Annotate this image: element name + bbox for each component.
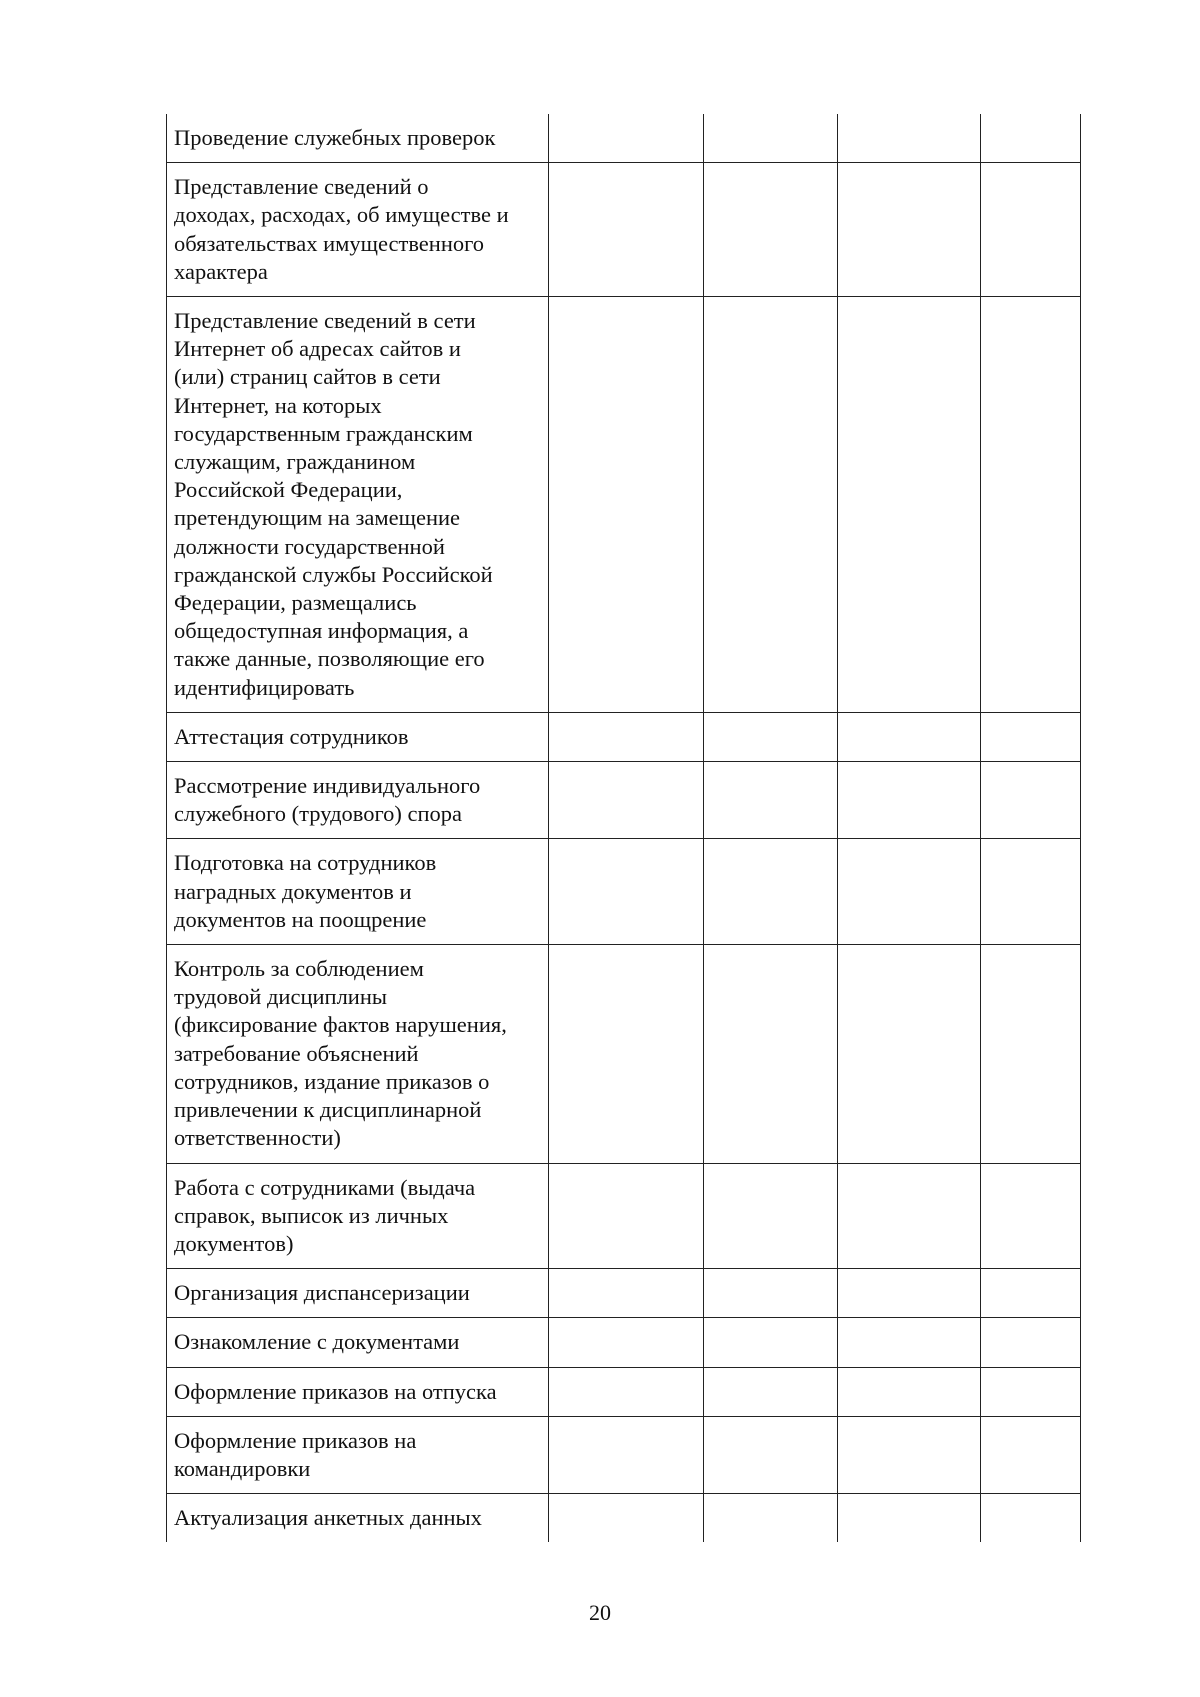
- empty-cell: [549, 762, 704, 839]
- table-row: [167, 1416, 1081, 1493]
- row-label: Актуализация анкетных данных: [167, 1494, 549, 1543]
- empty-cell: [549, 1367, 704, 1416]
- empty-cell: [981, 762, 1081, 839]
- table-row: [167, 1367, 1081, 1416]
- row-label: Представление сведений в сети Интернет об адресах сайтов и (или) страниц сайтов в сети Интернет, на которых государственным гражданским служащим, гражданином Российской Федерации, претендующим на замещение должности государственной гражданской службы Российской Федерации, размещались общедоступная информация, а также данные, позволяющие его идентифицировать: [167, 297, 549, 713]
- empty-cell: [838, 114, 981, 163]
- empty-cell: [981, 297, 1081, 713]
- empty-cell: [838, 1163, 981, 1269]
- table-row: [167, 712, 1081, 761]
- empty-cell: [838, 1367, 981, 1416]
- activities-table: [166, 114, 1081, 1542]
- table-row: [167, 163, 1081, 297]
- table-row: [167, 1163, 1081, 1269]
- empty-cell: [704, 1494, 838, 1543]
- empty-cell: [838, 1318, 981, 1367]
- empty-cell: [549, 1494, 704, 1543]
- empty-cell: [838, 712, 981, 761]
- empty-cell: [549, 163, 704, 297]
- row-label: Контроль за соблюдением трудовой дисциплины (фиксирование фактов нарушения, затребование объяснений сотрудников, издание приказов о привлечении к дисциплинарной ответственности): [167, 945, 549, 1163]
- empty-cell: [704, 1367, 838, 1416]
- empty-cell: [981, 1269, 1081, 1318]
- row-label: Организация диспансеризации: [167, 1269, 549, 1318]
- empty-cell: [549, 712, 704, 761]
- empty-cell: [981, 1416, 1081, 1493]
- empty-cell: [981, 1163, 1081, 1269]
- empty-cell: [838, 163, 981, 297]
- empty-cell: [838, 945, 981, 1163]
- empty-cell: [838, 839, 981, 945]
- empty-cell: [981, 1318, 1081, 1367]
- empty-cell: [838, 762, 981, 839]
- empty-cell: [704, 163, 838, 297]
- empty-cell: [838, 1416, 981, 1493]
- empty-cell: [549, 1163, 704, 1269]
- table-row: [167, 1494, 1081, 1543]
- empty-cell: [549, 1416, 704, 1493]
- row-label: Подготовка на сотрудников наградных документов и документов на поощрение: [167, 839, 549, 945]
- empty-cell: [981, 945, 1081, 1163]
- empty-cell: [704, 297, 838, 713]
- empty-cell: [981, 712, 1081, 761]
- table-row: [167, 762, 1081, 839]
- table-row: [167, 1269, 1081, 1318]
- row-label: Оформление приказов на отпуска: [167, 1367, 549, 1416]
- row-label: Проведение служебных проверок: [167, 114, 549, 163]
- row-label: Представление сведений о доходах, расходах, об имуществе и обязательствах имущественного характера: [167, 163, 549, 297]
- empty-cell: [838, 1494, 981, 1543]
- empty-cell: [704, 1416, 838, 1493]
- empty-cell: [549, 839, 704, 945]
- empty-cell: [704, 712, 838, 761]
- empty-cell: [981, 163, 1081, 297]
- empty-cell: [838, 1269, 981, 1318]
- empty-cell: [549, 1269, 704, 1318]
- empty-cell: [549, 114, 704, 163]
- empty-cell: [549, 297, 704, 713]
- table-row: [167, 114, 1081, 163]
- empty-cell: [981, 114, 1081, 163]
- empty-cell: [549, 1318, 704, 1367]
- empty-cell: [838, 297, 981, 713]
- table-row: [167, 945, 1081, 1163]
- row-label: Оформление приказов на командировки: [167, 1416, 549, 1493]
- row-label: Ознакомление с документами: [167, 1318, 549, 1367]
- empty-cell: [549, 945, 704, 1163]
- empty-cell: [704, 1269, 838, 1318]
- empty-cell: [704, 1318, 838, 1367]
- table-row: [167, 1318, 1081, 1367]
- empty-cell: [704, 1163, 838, 1269]
- empty-cell: [704, 839, 838, 945]
- table-row: [167, 297, 1081, 713]
- page-number: 20: [589, 1600, 611, 1625]
- empty-cell: [981, 1367, 1081, 1416]
- row-label: Работа с сотрудниками (выдача справок, выписок из личных документов): [167, 1163, 549, 1269]
- table-body: [167, 114, 1081, 1542]
- empty-cell: [981, 839, 1081, 945]
- empty-cell: [704, 945, 838, 1163]
- empty-cell: [704, 114, 838, 163]
- row-label: Аттестация сотрудников: [167, 712, 549, 761]
- table-row: [167, 839, 1081, 945]
- empty-cell: [981, 1494, 1081, 1543]
- row-label: Рассмотрение индивидуального служебного (трудового) спора: [167, 762, 549, 839]
- empty-cell: [704, 762, 838, 839]
